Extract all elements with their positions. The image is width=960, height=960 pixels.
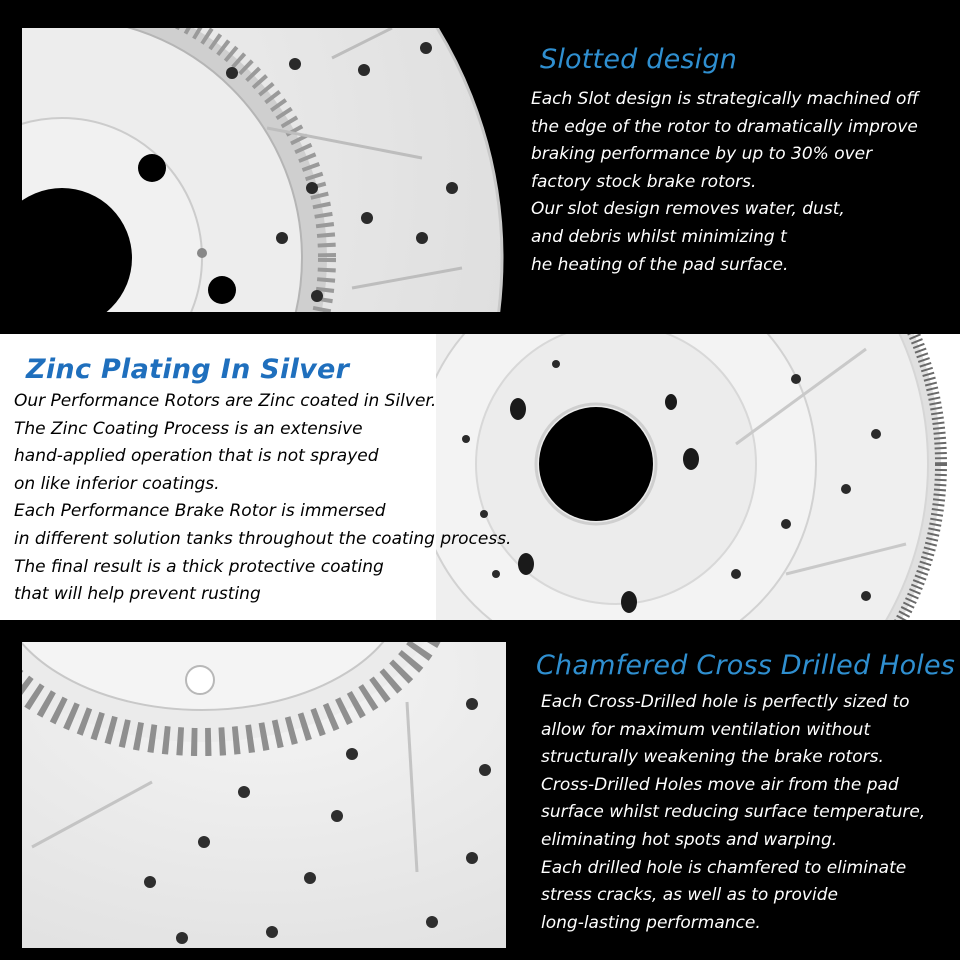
description-line: allow for maximum ventilation without: [541, 719, 871, 740]
description-line: Each drilled hole is chamfered to eliminate: [541, 857, 907, 878]
description-line: Each Performance Brake Rotor is immersed: [14, 501, 386, 522]
description-line: on like inferior coatings.: [14, 473, 220, 494]
description-line: structurally weakening the brake rotors.: [541, 747, 884, 768]
description-line: surface whilst reducing surface temperature,: [541, 802, 926, 823]
rotor-closeup-slotted-icon: [22, 28, 510, 312]
description-line: Each Cross-Drilled hole is perfectly sized to: [541, 692, 910, 712]
slotted-design-heading: Slotted design: [540, 44, 738, 75]
description-line: in different solution tanks throughout the coating process.: [14, 528, 512, 549]
description-line: Each Slot design is strategically machined off: [531, 89, 919, 109]
rotor-front-face-icon: [436, 334, 960, 620]
description-line: that will help prevent rusting: [14, 584, 261, 605]
description-line: eliminating hot spots and warping.: [541, 829, 838, 850]
description-line: braking performance by up to 30% over: [531, 144, 873, 165]
description-line: and debris whilst minimizing t: [531, 226, 787, 247]
description-line: the edge of the rotor to dramatically improve: [531, 116, 918, 137]
description-line: Cross-Drilled Holes move air from the pad: [541, 774, 899, 795]
cross-drilled-section: [0, 620, 960, 960]
zinc-plating-section: [0, 334, 960, 620]
description-line: hand-applied operation that is not sprayed: [14, 446, 379, 467]
description-line: Our Performance Rotors are Zinc coated in Silver.: [14, 391, 437, 411]
description-line: long-lasting performance.: [541, 912, 761, 933]
zinc-plating-heading: Zinc Plating In Silver: [26, 354, 350, 385]
slotted-design-description: [531, 86, 919, 279]
description-line: The final result is a thick protective coating: [14, 556, 384, 577]
cross-drilled-description: [541, 689, 925, 937]
rotor-closeup-drilled-icon: [22, 642, 506, 948]
description-line: he heating of the pad surface.: [531, 254, 789, 275]
description-line: The Zinc Coating Process is an extensive: [14, 418, 363, 439]
slotted-design-section: [0, 0, 960, 334]
description-line: stress cracks, as well as to provide: [541, 885, 838, 906]
cross-drilled-heading: Chamfered Cross Drilled Holes: [536, 650, 956, 681]
description-line: Our slot design removes water, dust,: [531, 199, 845, 220]
description-line: factory stock brake rotors.: [531, 171, 757, 192]
zinc-plating-description: [14, 388, 511, 609]
